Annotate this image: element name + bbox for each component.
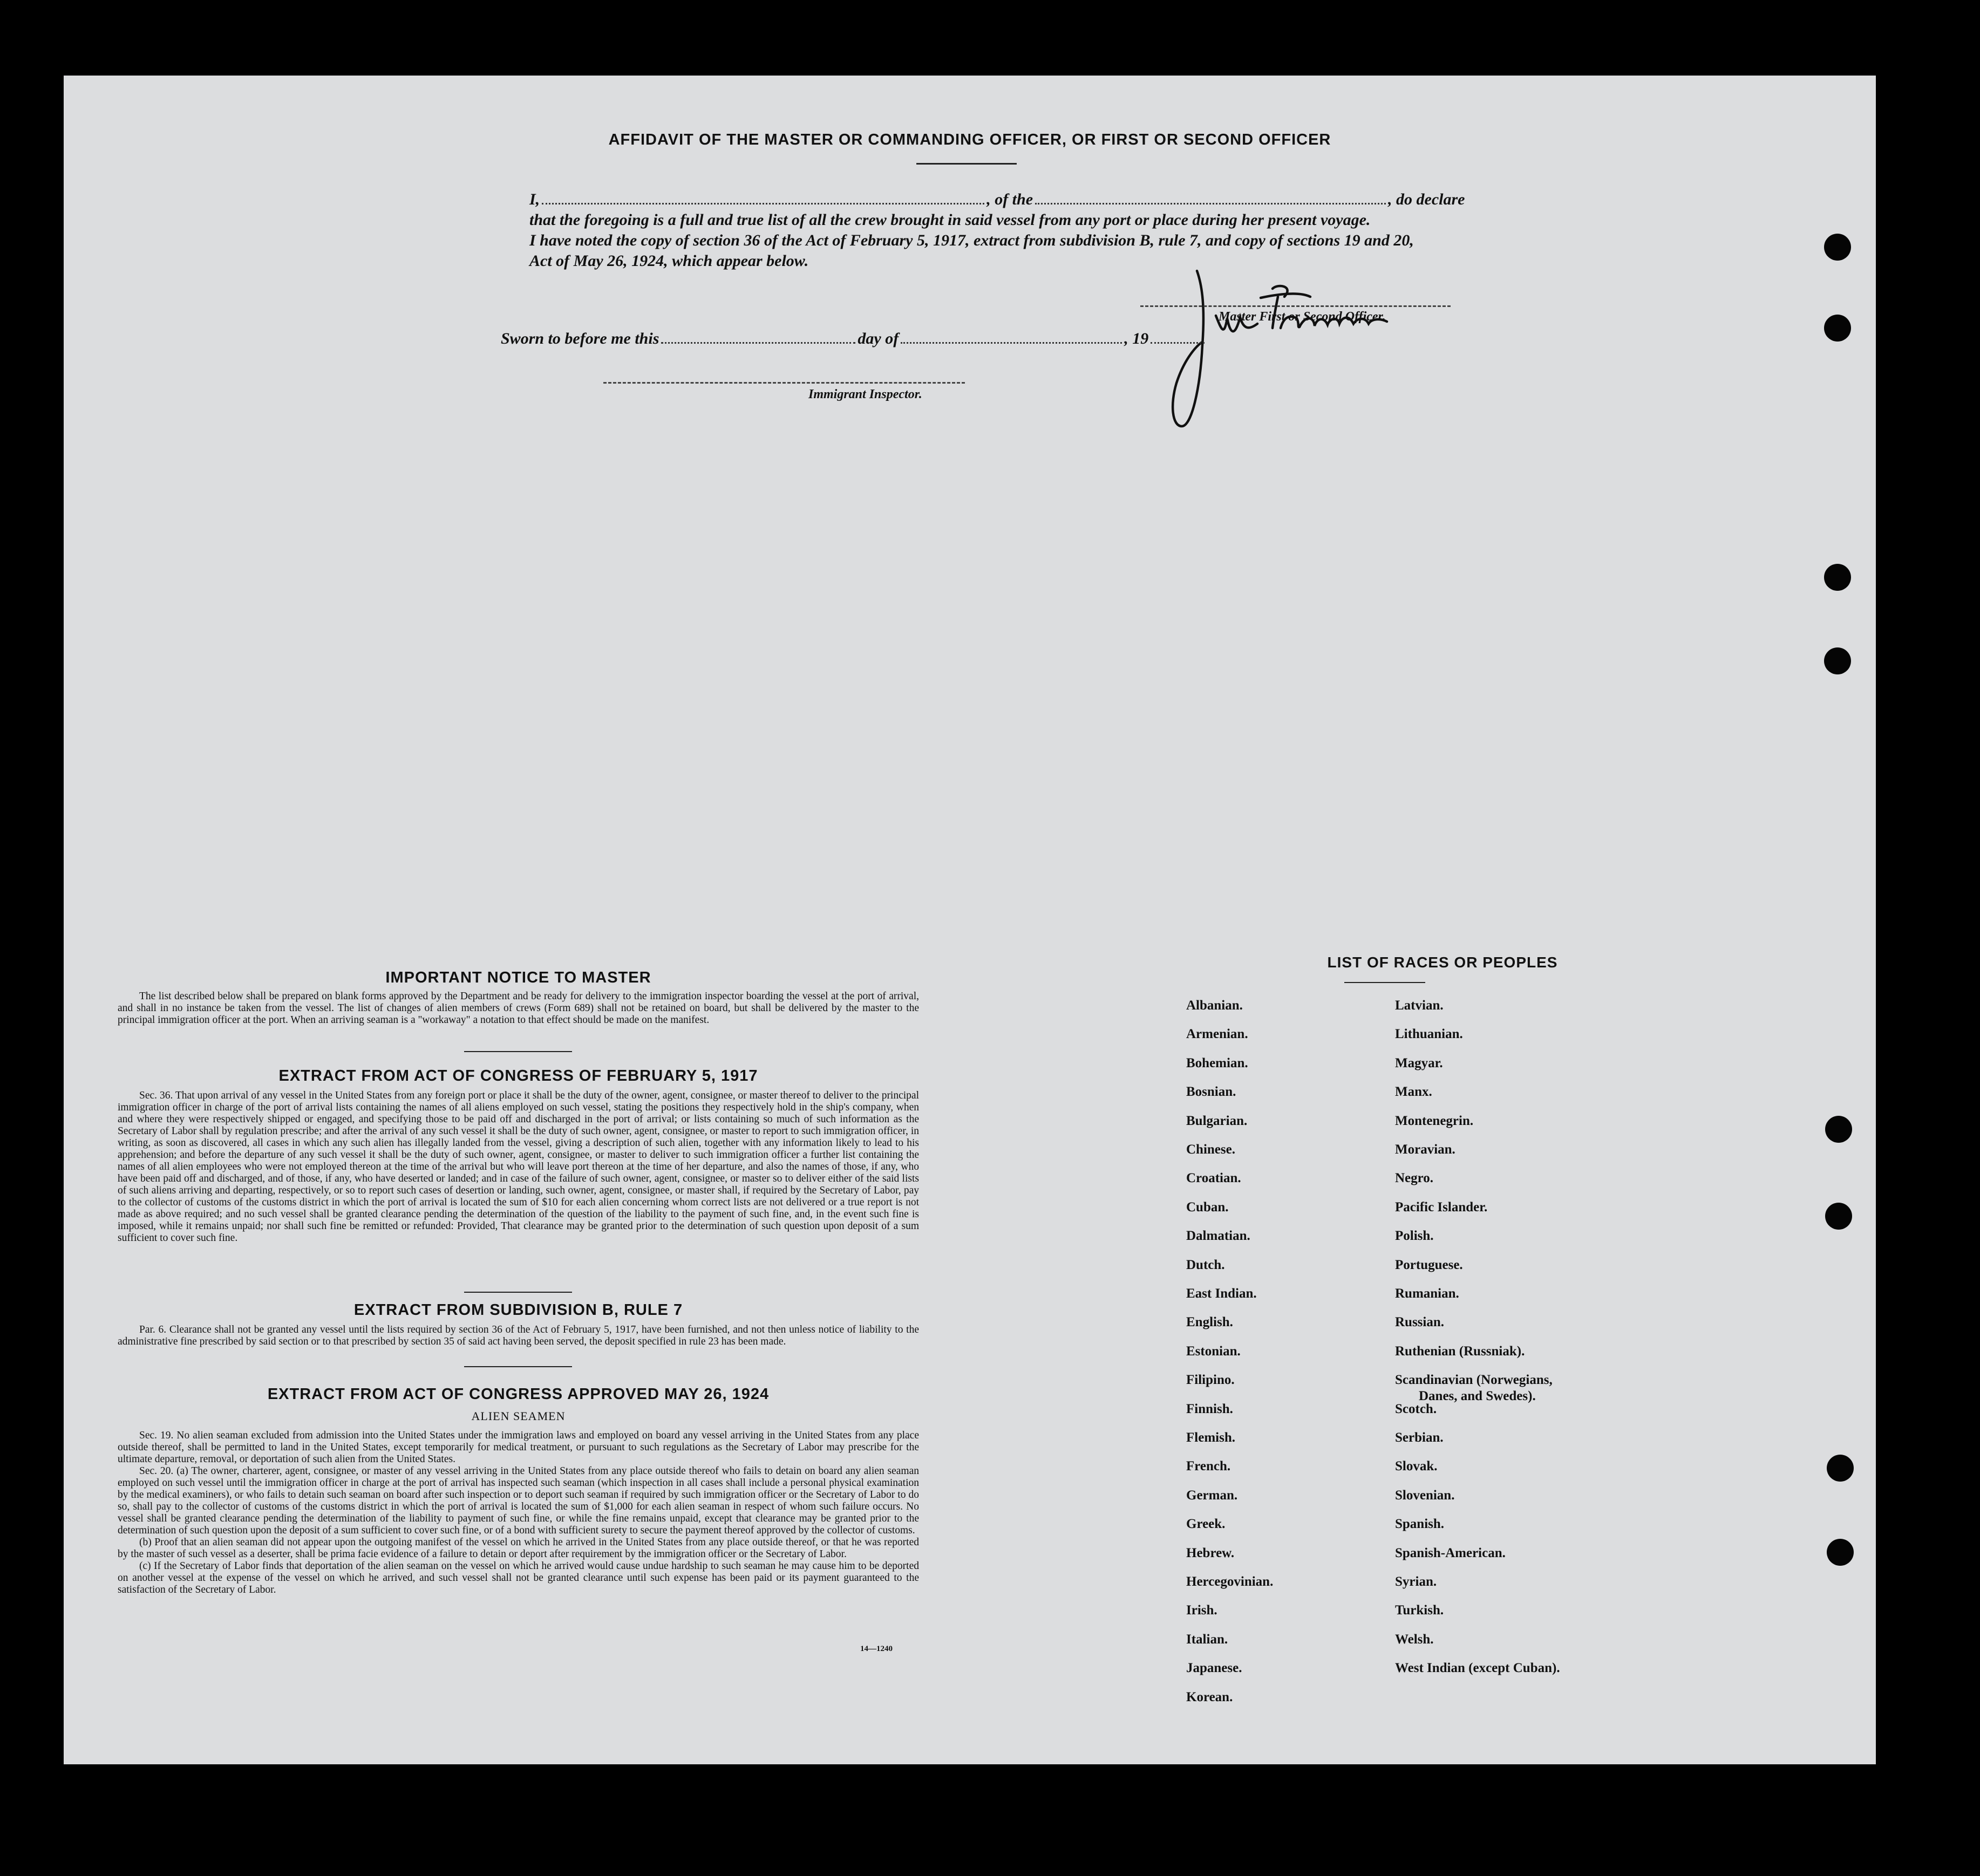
par-6-paragraph: Par. 6. Clearance shall not be granted any vessel until the lists required by section 36 of the Act of February 5, 1917, have been furnished, and not then unless notice of liability to the administrative fine prescribed by said section or to that prescribed by section 35 of said act having been served, the deposit specified in rule 23 has been made. <box>118 1324 919 1347</box>
races-divider <box>1344 982 1425 983</box>
race-item: Dutch. <box>1186 1258 1225 1272</box>
race-item: Hebrew. <box>1186 1546 1235 1560</box>
section-19-paragraph: Sec. 19. No alien seaman excluded from admission into the United States under the immigration laws and employed on board any vessel arriving in the United States from any place outside thereof, shall be permitted to land in the United States, except temporarily for medical treatment, or pursuant to such regulations as the Secretary of Labor may prescribe for the ultimate departure, removal, or deportation of such alien from the United States. <box>118 1430 919 1465</box>
race-item: French. <box>1186 1459 1231 1473</box>
binder-hole <box>1825 1116 1852 1143</box>
extract-1917-divider <box>464 1292 572 1293</box>
race-item: Albanian. <box>1186 998 1243 1013</box>
sworn-day-blank <box>661 342 855 344</box>
race-item: Italian. <box>1186 1632 1228 1647</box>
race-item: Bosnian. <box>1186 1084 1236 1099</box>
extract-1917-title: EXTRACT FROM ACT OF CONGRESS OF FEBRUARY 5, 1917 <box>278 1067 758 1084</box>
race-item: Moravian. <box>1395 1142 1455 1157</box>
race-item: Spanish. <box>1395 1517 1445 1531</box>
notice-text <box>118 991 919 1026</box>
section-20b-paragraph: (b) Proof that an alien seaman did not appear upon the outgoing manifest of the vessel on which he arrived in the United States from any place outside thereof, or that he was reported by the master of such vessel as a deserter, shall be prima facie evidence of a failure to detain or deport after requirement by the immigration officer or the Secretary of Labor. <box>118 1537 919 1560</box>
affidavit-of-label: , of the <box>986 190 1033 208</box>
notice-title: IMPORTANT NOTICE TO MASTER <box>385 969 651 986</box>
name-blank <box>542 203 984 204</box>
race-item: Dalmatian. <box>1186 1229 1250 1243</box>
race-item: Scandinavian (Norwegians, <box>1395 1373 1553 1387</box>
race-item: Welsh. <box>1395 1632 1434 1647</box>
race-item: Rumanian. <box>1395 1286 1459 1301</box>
extract-1924-title: EXTRACT FROM ACT OF CONGRESS APPROVED MAY 26, 1924 <box>267 1386 770 1403</box>
race-item: Turkish. <box>1395 1603 1444 1618</box>
race-item: East Indian. <box>1186 1286 1257 1301</box>
master-signature <box>1116 264 1472 453</box>
subdivision-b-text <box>118 1324 919 1348</box>
notice-divider <box>464 1051 572 1052</box>
section-20c-paragraph: (c) If the Secretary of Labor finds that deportation of the alien seaman on the vessel on which he arrived would cause undue hardship to such seaman he may cause him to be deported on another vessel at the expense of the vessel on which he arrived, and such vessel shall not be granted clearance until such expense has been paid or its payment guaranteed to the satisfaction of the Secretary of Labor. <box>118 1560 919 1595</box>
binder-hole <box>1825 1203 1852 1230</box>
race-item: Lithuanian. <box>1395 1027 1463 1041</box>
section-20a-paragraph: Sec. 20. (a) The owner, charterer, agent, consignee, or master of any vessel arriving in the United States from any place outside thereof who fails to detain on board any alien seaman employed on such vessel until the immigration officer in charge at the port of arrival has inspected such seaman (which inspection in all cases shall include a personal physical examination by the medical examiners), or who fails to detain such seaman on board after such inspection or to deport such seaman if required by such immigration officer or the Secretary of Labor to do so, shall pay to the collector of customs of the customs district in which the port of arrival is located the sum of $1,000 for each alien seaman in respect of whom such failure occurs. No vessel shall be granted clearance pending the determination of the liability to payment of such fine, or while the fine remains unpaid, except that clearance may be granted prior to the determination of such question upon the deposit of a sum sufficient to cover such fine, or of a bond with sufficient surety to secure the payment thereof approved by the collector of customs. <box>118 1465 919 1536</box>
binder-hole <box>1824 647 1851 674</box>
extract-1917-text <box>118 1090 919 1244</box>
affidavit-line-3: I have noted the copy of section 36 of the Act of February 5, 1917, extract from subdivision B, rule 7, and copy of sections 19 and 20, <box>529 231 1414 249</box>
master-caption: Master First or Second Officer. <box>1219 310 1386 324</box>
race-item: Cuban. <box>1186 1200 1229 1215</box>
document-page <box>64 76 1876 1764</box>
race-item: Negro. <box>1395 1171 1434 1185</box>
race-item: Irish. <box>1186 1603 1217 1618</box>
subdivision-b-title: EXTRACT FROM SUBDIVISION B, RULE 7 <box>353 1301 683 1319</box>
race-item: Montenegrin. <box>1395 1114 1474 1128</box>
race-item: Manx. <box>1395 1084 1432 1099</box>
month-blank <box>901 342 1122 344</box>
race-item: Korean. <box>1186 1690 1233 1704</box>
races-title: LIST OF RACES OR PEOPLES <box>1327 954 1558 971</box>
race-item-continuation: Danes, and Swedes). <box>1419 1389 1536 1403</box>
notice-paragraph: The list described below shall be prepared on blank forms approved by the Department and be ready for delivery to the immigration inspector boarding the vessel at the port of arrival, and shall in no instance be taken from the vessel. The list of changes of alien members of crews (Form 689) shall not be retained on board, but shall be delivered by the master to the principal immigration officer at the port. When an arriving seaman is a "workaway" a notation to that effect should be made on the manifest. <box>118 991 919 1026</box>
race-item: Japanese. <box>1186 1661 1242 1675</box>
race-item: Spanish-American. <box>1395 1546 1506 1560</box>
year-blank <box>1151 342 1205 344</box>
year-label: , 19 <box>1124 330 1149 347</box>
binder-hole <box>1827 1539 1854 1566</box>
race-item: Syrian. <box>1395 1574 1437 1589</box>
race-item: Polish. <box>1395 1229 1434 1243</box>
affidavit-line-2: that the foregoing is a full and true list of all the crew brought in said vessel from any port or place during her present voyage. <box>529 211 1371 229</box>
day-of-label: day of <box>858 330 899 347</box>
binder-hole <box>1824 234 1851 261</box>
race-item: Bohemian. <box>1186 1056 1248 1070</box>
alien-seamen-subtitle: ALIEN SEAMEN <box>471 1409 566 1423</box>
binder-hole <box>1824 315 1851 342</box>
race-item: Russian. <box>1395 1315 1445 1329</box>
affidavit-declaration-line <box>529 190 1465 209</box>
extract-1924-text <box>118 1430 919 1596</box>
affidavit-declare-label: , do declare <box>1388 190 1465 208</box>
race-item: Finnish. <box>1186 1402 1233 1416</box>
race-item: Estonian. <box>1186 1344 1241 1359</box>
race-item: Scotch. <box>1395 1402 1437 1416</box>
sworn-label: Sworn to before me this <box>501 330 659 347</box>
vessel-blank <box>1035 203 1386 204</box>
race-item: Ruthenian (Russniak). <box>1395 1344 1525 1359</box>
subdivision-b-divider <box>464 1366 572 1367</box>
race-item: Armenian. <box>1186 1027 1248 1041</box>
form-number: 14—1240 <box>860 1645 893 1653</box>
race-item: Latvian. <box>1395 998 1444 1013</box>
race-item: Flemish. <box>1186 1430 1235 1445</box>
race-item: English. <box>1186 1315 1233 1329</box>
inspector-caption: Immigrant Inspector. <box>808 387 922 401</box>
race-item: Greek. <box>1186 1517 1226 1531</box>
master-signature-line <box>1140 305 1451 307</box>
sworn-line <box>501 330 1207 348</box>
title-divider <box>916 163 1017 165</box>
binder-hole <box>1827 1455 1854 1482</box>
race-item: Bulgarian. <box>1186 1114 1248 1128</box>
affidavit-line-4: Act of May 26, 1924, which appear below. <box>529 252 809 270</box>
race-item: Magyar. <box>1395 1056 1443 1070</box>
race-item: Croatian. <box>1186 1171 1241 1185</box>
race-item: Hercegovinian. <box>1186 1574 1274 1589</box>
race-item: German. <box>1186 1488 1238 1503</box>
race-item: Serbian. <box>1395 1430 1444 1445</box>
affidavit-title: AFFIDAVIT OF THE MASTER OR COMMANDING OFFICER, OR FIRST OR SECOND OFFICER <box>608 131 1331 148</box>
binder-hole <box>1824 564 1851 591</box>
inspector-signature-line <box>603 382 965 384</box>
race-item: Chinese. <box>1186 1142 1235 1157</box>
race-item: Portuguese. <box>1395 1258 1463 1272</box>
race-item: Slovenian. <box>1395 1488 1455 1503</box>
section-36-paragraph: Sec. 36. That upon arrival of any vessel in the United States from any foreign port or place it shall be the duty of the owner, agent, consignee, or master thereof to deliver to the principal immigration officer in charge of the port of arrival lists containing the names of all aliens employed on such vessel, stating the positions they respectively hold in the ship's company, when and where they were respectively shipped or engaged, and specifying those to be paid off and discharged in the port of arrival; or lists containing so much of such information as the Secretary of Labor shall by regulation prescribe; and after the arrival of any such vessel it shall be the duty of such owner, agent, consignee, or master to report to such immigration officer, in writing, as soon as discovered, all cases in which any such alien has illegally landed from the vessel, giving a description of such alien, together with any information likely to lead to his apprehension; and before the departure of any such vessel it shall be the duty of such owner, agent, consignee, or master to deliver to such immigration officer a further list containing the names of all alien employees who were not employed thereon at the time of the arrival but who will leave port thereon at the time of her departure, and also the names of those, if any, who have been paid off and discharged, and of those, if any, who have deserted or landed; and in case of the failure of such owner, agent, consignee, or master so to deliver either of the said lists of such aliens arriving and departing, respectively, or so to report such cases of desertion or landing, such owner, agent, consignee, or master shall, if required by the Secretary of Labor, pay to the collector of customs of the customs district in which the port of arrival is located the sum of $10 for each alien concerning whom correct lists are not delivered or a true report is not made as above required; and no such vessel shall be granted clearance pending the determination of the question of the liability to the payment of such fine, and, in the event such fine is imposed, while it remains unpaid; nor shall such fine be remitted or refunded: Provided, That clearance may be granted prior to the determination of such question upon deposit of a sum sufficient to cover such fine. <box>118 1090 919 1244</box>
race-item: Slovak. <box>1395 1459 1438 1473</box>
affidavit-i-label: I, <box>529 190 540 208</box>
race-item: Pacific Islander. <box>1395 1200 1488 1215</box>
race-item: Filipino. <box>1186 1373 1235 1387</box>
race-item: West Indian (except Cuban). <box>1395 1661 1560 1675</box>
